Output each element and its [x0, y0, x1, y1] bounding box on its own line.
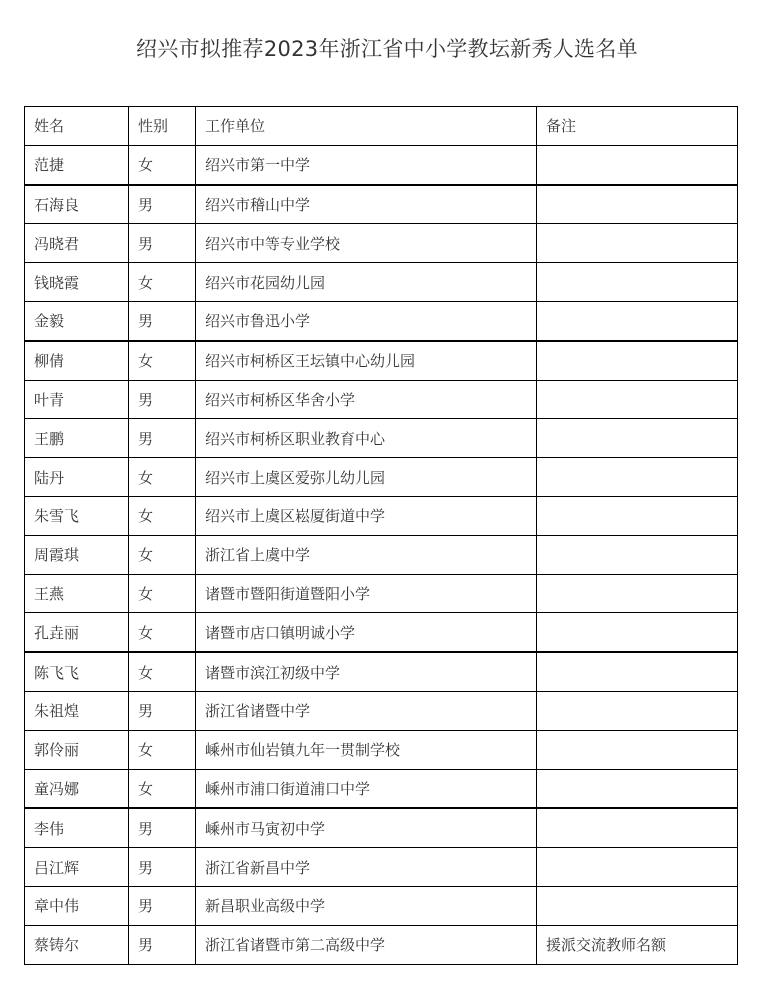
cell-name: 范捷	[25, 145, 129, 184]
cell-name: 周霞琪	[25, 535, 129, 574]
cell-note	[537, 301, 738, 340]
cell-gender: 男	[129, 925, 196, 964]
cell-name: 陆丹	[25, 458, 129, 497]
cell-name: 朱祖煌	[25, 691, 129, 730]
table-body	[25, 145, 738, 964]
cell-gender: 女	[129, 574, 196, 613]
cell-note	[537, 458, 738, 497]
cell-name: 章中伟	[25, 886, 129, 925]
cell-gender: 男	[129, 808, 196, 847]
table-row	[25, 691, 738, 730]
cell-gender: 女	[129, 263, 196, 302]
cell-unit: 绍兴市上虞区崧厦街道中学	[196, 496, 537, 535]
cell-unit: 绍兴市柯桥区华舍小学	[196, 380, 537, 419]
table-row	[25, 769, 738, 808]
cell-note	[537, 535, 738, 574]
cell-note	[537, 613, 738, 652]
table-row	[25, 535, 738, 574]
table-row	[25, 730, 738, 769]
cell-note	[537, 886, 738, 925]
cell-note	[537, 185, 738, 224]
cell-note	[537, 263, 738, 302]
cell-unit: 绍兴市第一中学	[196, 145, 537, 184]
cell-unit: 绍兴市花园幼儿园	[196, 263, 537, 302]
cell-note	[537, 691, 738, 730]
cell-name: 孔垚丽	[25, 613, 129, 652]
cell-name: 蔡铸尔	[25, 925, 129, 964]
table-row	[25, 341, 738, 380]
cell-name: 钱晓霞	[25, 263, 129, 302]
cell-unit: 绍兴市柯桥区职业教育中心	[196, 419, 537, 458]
cell-note	[537, 224, 738, 263]
cell-name: 王燕	[25, 574, 129, 613]
table-row	[25, 224, 738, 263]
table-row	[25, 496, 738, 535]
cell-name: 郭伶丽	[25, 730, 129, 769]
table-row	[25, 185, 738, 224]
cell-unit: 嵊州市仙岩镇九年一贯制学校	[196, 730, 537, 769]
cell-gender: 男	[129, 185, 196, 224]
table-row	[25, 613, 738, 652]
cell-name: 叶青	[25, 380, 129, 419]
cell-unit: 浙江省上虞中学	[196, 535, 537, 574]
header-note: 备注	[537, 107, 738, 146]
cell-unit: 新昌职业高级中学	[196, 886, 537, 925]
nominee-table	[24, 106, 738, 965]
cell-unit: 绍兴市柯桥区王坛镇中心幼儿园	[196, 341, 537, 380]
cell-name: 王鹏	[25, 419, 129, 458]
table-row	[25, 848, 738, 887]
cell-note	[537, 730, 738, 769]
cell-note	[537, 848, 738, 887]
cell-gender: 男	[129, 419, 196, 458]
cell-note	[537, 419, 738, 458]
table-row	[25, 652, 738, 691]
cell-unit: 诸暨市店口镇明诚小学	[196, 613, 537, 652]
cell-note	[537, 380, 738, 419]
cell-note	[537, 496, 738, 535]
cell-name: 柳倩	[25, 341, 129, 380]
cell-gender: 男	[129, 886, 196, 925]
cell-gender: 女	[129, 769, 196, 808]
table-row	[25, 145, 738, 184]
cell-name: 金毅	[25, 301, 129, 340]
header-unit: 工作单位	[196, 107, 537, 146]
cell-name: 陈飞飞	[25, 652, 129, 691]
cell-gender: 女	[129, 496, 196, 535]
cell-name: 李伟	[25, 808, 129, 847]
cell-gender: 女	[129, 613, 196, 652]
header-gender: 性别	[129, 107, 196, 146]
cell-unit: 浙江省诸暨市第二高级中学	[196, 925, 537, 964]
cell-unit: 浙江省诸暨中学	[196, 691, 537, 730]
cell-unit: 浙江省新昌中学	[196, 848, 537, 887]
table-row	[25, 886, 738, 925]
cell-unit: 绍兴市稽山中学	[196, 185, 537, 224]
cell-unit: 诸暨市滨江初级中学	[196, 652, 537, 691]
table-row	[25, 808, 738, 847]
cell-name: 童冯娜	[25, 769, 129, 808]
table-row	[25, 574, 738, 613]
cell-unit: 绍兴市上虞区爱弥儿幼儿园	[196, 458, 537, 497]
cell-note	[537, 341, 738, 380]
cell-note	[537, 808, 738, 847]
cell-gender: 女	[129, 730, 196, 769]
cell-gender: 男	[129, 691, 196, 730]
cell-unit: 诸暨市暨阳街道暨阳小学	[196, 574, 537, 613]
table-row	[25, 458, 738, 497]
document-title: 绍兴市拟推荐2023年浙江省中小学教坛新秀人选名单	[136, 37, 638, 61]
cell-gender: 男	[129, 224, 196, 263]
cell-name: 吕江辉	[25, 848, 129, 887]
cell-name: 冯晓君	[25, 224, 129, 263]
cell-note	[537, 769, 738, 808]
table-row	[25, 301, 738, 340]
cell-gender: 男	[129, 380, 196, 419]
cell-gender: 女	[129, 652, 196, 691]
cell-gender: 男	[129, 301, 196, 340]
cell-gender: 男	[129, 848, 196, 887]
cell-note	[537, 652, 738, 691]
cell-note	[537, 574, 738, 613]
table-row	[25, 380, 738, 419]
table-row	[25, 263, 738, 302]
cell-unit: 绍兴市中等专业学校	[196, 224, 537, 263]
header-name: 姓名	[25, 107, 129, 146]
cell-unit: 嵊州市马寅初中学	[196, 808, 537, 847]
table-header-row	[25, 107, 738, 146]
cell-name: 朱雪飞	[25, 496, 129, 535]
cell-note	[537, 145, 738, 184]
cell-note: 援派交流教师名额	[537, 925, 738, 964]
cell-name: 石海良	[25, 185, 129, 224]
table-row	[25, 419, 738, 458]
cell-gender: 女	[129, 145, 196, 184]
cell-unit: 绍兴市鲁迅小学	[196, 301, 537, 340]
cell-unit: 嵊州市浦口街道浦口中学	[196, 769, 537, 808]
cell-gender: 女	[129, 535, 196, 574]
cell-gender: 女	[129, 341, 196, 380]
cell-gender: 女	[129, 458, 196, 497]
table-row	[25, 925, 738, 964]
